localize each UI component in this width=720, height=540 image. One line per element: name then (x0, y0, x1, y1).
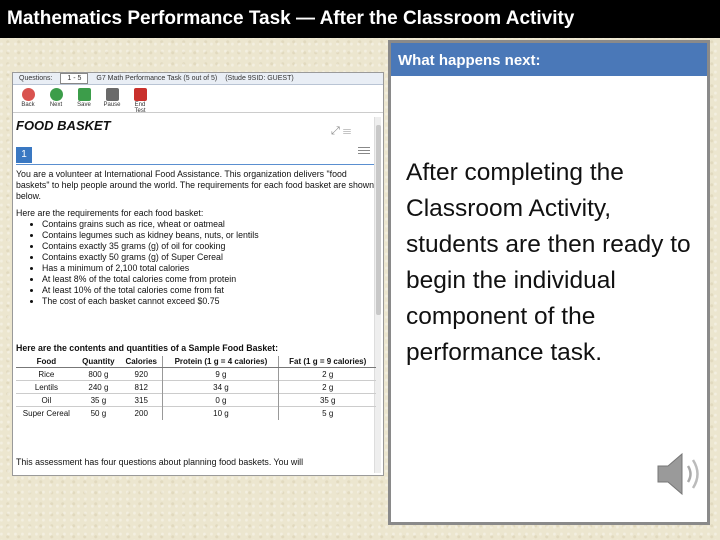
intro-text: You are a volunteer at International Food Assistance. This organization delivers "food baskets" to help people around the world. The requirements for each food basket are shown below. (16, 169, 374, 201)
student-id: (Stude 9SID: GUEST) (225, 75, 294, 82)
table-header: Food (16, 356, 77, 368)
table-cell: Rice (16, 368, 77, 381)
question-divider (16, 164, 374, 165)
list-item: • At least 10% of the total calories come from fat (42, 285, 374, 296)
sample-basket-table (16, 356, 376, 420)
table-cell: Oil (16, 394, 77, 407)
table-cell: Super Cereal (16, 407, 77, 420)
list-item: • Contains exactly 35 grams (g) of oil for cooking (42, 241, 374, 252)
list-item: • The cost of each basket cannot exceed $0.75 (42, 296, 374, 307)
scrollbar-thumb[interactable] (376, 125, 381, 315)
table-row (16, 394, 376, 407)
table-cell: 920 (120, 368, 163, 381)
table-header-row (16, 356, 376, 368)
table-cell: 0 g (163, 394, 279, 407)
save-button[interactable] (73, 85, 95, 112)
table-cell: 2 g (279, 381, 376, 394)
back-button[interactable] (17, 85, 39, 112)
test-name: G7 Math Performance Task (5 out of 5) (96, 75, 218, 82)
test-screenshot (12, 72, 384, 476)
questions-label: Questions: (19, 75, 53, 82)
test-toolbar (13, 85, 383, 113)
table-cell: 50 g (77, 407, 120, 420)
table-row (16, 381, 376, 394)
table-cell: 35 g (279, 394, 376, 407)
speaker-icon[interactable] (652, 448, 706, 500)
list-item: • Has a minimum of 2,100 total calories (42, 263, 374, 274)
save-icon (78, 88, 91, 101)
back-arrow-icon (22, 88, 35, 101)
table-header: Protein (1 g = 4 calories) (163, 356, 279, 368)
stop-icon (134, 88, 147, 101)
next-arrow-icon (50, 88, 63, 101)
pause-icon (106, 88, 119, 101)
save-label: Save (77, 102, 91, 108)
next-button[interactable] (45, 85, 67, 112)
requirements-list (42, 219, 374, 307)
table-header: Fat (1 g = 9 calories) (279, 356, 376, 368)
panel-heading: What happens next: (391, 43, 707, 76)
table-header: Calories (120, 356, 163, 368)
table-cell: 800 g (77, 368, 120, 381)
table-cell: 34 g (163, 381, 279, 394)
test-topbar (13, 73, 383, 85)
table-cell: 9 g (163, 368, 279, 381)
expand-icon[interactable]: ⤢ ☰ (331, 125, 352, 137)
list-item: • Contains exactly 50 grams (g) of Super Cereal (42, 252, 374, 263)
back-label: Back (21, 102, 35, 108)
table-cell: 35 g (77, 394, 120, 407)
question-number: 1 (16, 147, 32, 163)
pause-label: Pause (103, 102, 121, 108)
table-cell: 2 g (279, 368, 376, 381)
scrollbar[interactable] (374, 117, 381, 473)
table-heading: Here are the contents and quantities of a Sample Food Basket: (16, 343, 279, 353)
list-item: • Contains legumes such as kidney beans, nuts, or lentils (42, 230, 374, 241)
table-cell: 240 g (77, 381, 120, 394)
table-cell: 812 (120, 381, 163, 394)
table-cell: 5 g (279, 407, 376, 420)
requirements-heading: Here are the requirements for each food basket: (16, 208, 204, 218)
slide-title: Mathematics Performance Task — After the Classroom Activity (0, 0, 720, 38)
list-item: • At least 8% of the total calories come from protein (42, 274, 374, 285)
table-cell: Lentils (16, 381, 77, 394)
next-label: Next (49, 102, 63, 108)
table-header: Quantity (77, 356, 120, 368)
task-title: FOOD BASKET (16, 118, 111, 133)
list-item: • Contains grains such as rice, wheat or oatmeal (42, 219, 374, 230)
table-row (16, 368, 376, 381)
end-test-button[interactable] (129, 85, 151, 112)
assessment-note: This assessment has four questions about planning food baskets. You will (16, 457, 304, 467)
questions-dropdown[interactable]: 1 - 5 (60, 73, 88, 84)
panel-body-text: After completing the Classroom Activity, students are then ready to begin the individual component of the performance task. (406, 159, 691, 366)
question-menu-icon[interactable] (358, 147, 370, 156)
pause-button[interactable] (101, 85, 123, 112)
table-cell: 200 (120, 407, 163, 420)
table-row (16, 407, 376, 420)
table-cell: 10 g (163, 407, 279, 420)
table-cell: 315 (120, 394, 163, 407)
question-body (16, 169, 374, 307)
end-test-label: End Test (134, 102, 146, 114)
